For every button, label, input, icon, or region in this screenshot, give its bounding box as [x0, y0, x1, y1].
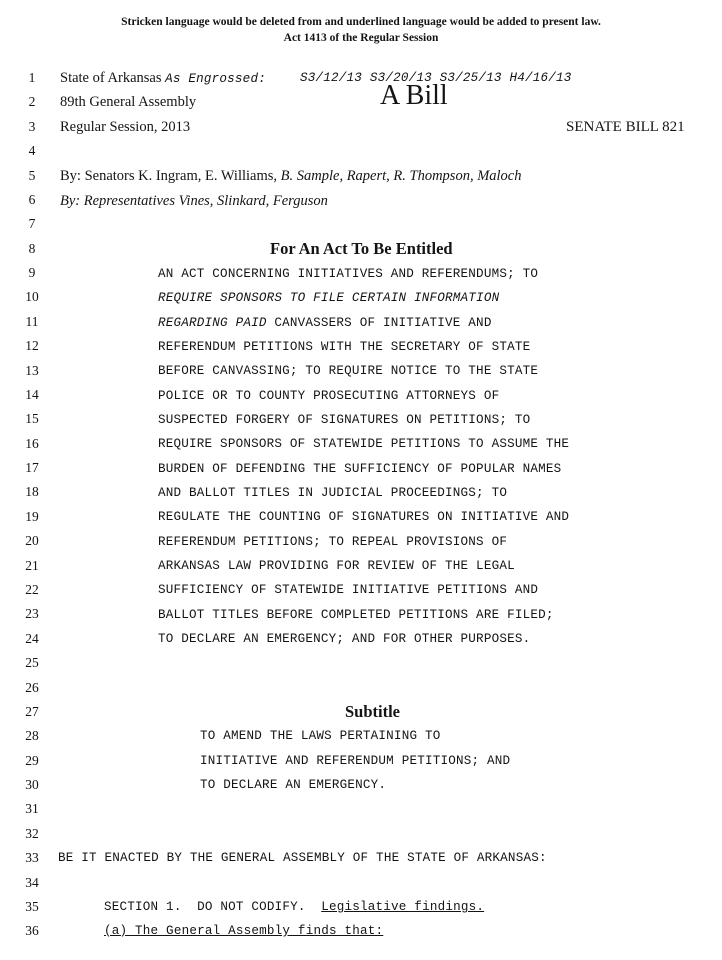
- section-1-prefix: SECTION 1. DO NOT CODIFY.: [104, 900, 322, 914]
- line-number: 30: [25, 777, 39, 793]
- engrossed-dates: S3/12/13 S3/20/13 S3/25/13 H4/16/13: [300, 71, 572, 85]
- act-line-23: BALLOT TITLES BEFORE COMPLETED PETITIONS ARE FILED;: [158, 608, 554, 622]
- act-line-9: AN ACT CONCERNING INITIATIVES AND REFERENDUMS; TO: [158, 267, 539, 281]
- act-line-13: BEFORE CANVASSING; TO REQUIRE NOTICE TO THE STATE: [158, 364, 539, 378]
- line-number: 13: [25, 362, 39, 378]
- act-heading: For An Act To Be Entitled: [270, 239, 453, 258]
- header-act-number: Act 1413 of the Regular Session: [283, 32, 439, 44]
- act-line-11-rest: CANVASSERS OF INITIATIVE AND: [266, 316, 492, 330]
- line-number: 20: [25, 533, 39, 549]
- act-line-17: BURDEN OF DEFENDING THE SUFFICIENCY OF POPULAR NAMES: [158, 462, 562, 476]
- line-number: 3: [28, 118, 36, 134]
- line-number: 34: [25, 874, 39, 890]
- regular-session: Regular Session, 2013: [60, 119, 191, 135]
- line-number: 7: [28, 216, 36, 232]
- line-number: 29: [25, 752, 39, 768]
- act-line-22: SUFFICIENCY OF STATEWIDE INITIATIVE PETITIONS AND: [158, 583, 539, 597]
- senators-line: [60, 168, 522, 185]
- act-line-18: AND BALLOT TITLES IN JUDICIAL PROCEEDINGS; TO: [158, 486, 508, 500]
- line-number: 24: [25, 630, 39, 646]
- line-number: 14: [25, 386, 39, 402]
- act-line-16: REQUIRE SPONSORS OF STATEWIDE PETITIONS TO ASSUME THE: [158, 437, 570, 451]
- act-line-15: SUSPECTED FORGERY OF SIGNATURES ON PETITIONS; TO: [158, 413, 531, 427]
- line-number: 22: [25, 581, 39, 597]
- line-number: 4: [28, 143, 36, 159]
- line-number: 1: [28, 70, 36, 85]
- act-line-11-italic: REGARDING PAID: [158, 316, 267, 330]
- act-line-24: TO DECLARE AN EMERGENCY; AND FOR OTHER PURPOSES.: [158, 632, 531, 646]
- line-number: 18: [25, 484, 39, 500]
- as-engrossed-label: As Engrossed:: [165, 72, 266, 86]
- line-number: 15: [25, 411, 39, 427]
- line-number: 17: [25, 460, 39, 476]
- line-number: 25: [25, 655, 39, 671]
- subtitle-line-30: TO DECLARE AN EMERGENCY.: [200, 778, 387, 792]
- line-number: 11: [25, 313, 39, 329]
- line-number: 9: [28, 265, 36, 281]
- general-assembly: 89th General Assembly: [60, 94, 197, 110]
- bill-number: SENATE BILL 821: [566, 119, 685, 135]
- act-line-10: REQUIRE SPONSORS TO FILE CERTAIN INFORMATION: [158, 291, 500, 305]
- act-line-19: REGULATE THE COUNTING OF SIGNATURES ON INITIATIVE AND: [158, 510, 570, 524]
- state-name: State of Arkansas: [60, 70, 162, 86]
- line-number: 33: [25, 850, 39, 866]
- line-number: 8: [28, 240, 36, 256]
- line-number: 27: [25, 703, 39, 719]
- line-number: 31: [25, 801, 39, 817]
- state-of-arkansas: [60, 70, 266, 87]
- legislative-findings: Legislative findings.: [321, 900, 485, 914]
- line-number: 28: [25, 728, 39, 744]
- line-number: 12: [25, 338, 39, 354]
- act-line-11: [158, 316, 492, 330]
- act-line-14: POLICE OR TO COUNTY PROSECUTING ATTORNEYS OF: [158, 389, 500, 403]
- subtitle-line-29: INITIATIVE AND REFERENDUM PETITIONS; AND: [200, 754, 511, 768]
- line-number: 32: [25, 825, 39, 841]
- enacting-clause: BE IT ENACTED BY THE GENERAL ASSEMBLY OF THE STATE OF ARKANSAS:: [58, 851, 547, 865]
- line-number: 2: [28, 94, 36, 110]
- senators-prefix: By: Senators K. Ingram, E. Williams,: [60, 168, 278, 184]
- representatives-line: By: Representatives Vines, Slinkard, Ferguson: [60, 193, 328, 209]
- header-notice: Stricken language would be deleted from and underlined language would be added to present law.: [121, 16, 601, 28]
- act-line-12: REFERENDUM PETITIONS WITH THE SECRETARY OF STATE: [158, 340, 531, 354]
- line-number: 10: [25, 289, 39, 305]
- a-bill-title: A Bill: [380, 80, 448, 111]
- line-number: 26: [25, 679, 39, 695]
- senators-italic: B. Sample, Rapert, R. Thompson, Maloch: [280, 168, 522, 184]
- section-1-heading: [104, 900, 484, 914]
- section-1-subsection-a: (a) The General Assembly finds that:: [104, 924, 384, 938]
- line-number: 35: [25, 898, 39, 914]
- subtitle-line-28: TO AMEND THE LAWS PERTAINING TO: [200, 729, 441, 743]
- act-line-20: REFERENDUM PETITIONS; TO REPEAL PROVISIONS OF: [158, 535, 508, 549]
- line-number: 5: [28, 167, 36, 183]
- line-number: 21: [25, 557, 39, 573]
- line-number: 6: [28, 191, 36, 207]
- line-number: 23: [25, 606, 39, 622]
- line-number: 16: [25, 435, 39, 451]
- line-number: 19: [25, 508, 39, 524]
- line-number: 36: [25, 923, 39, 939]
- act-line-21: ARKANSAS LAW PROVIDING FOR REVIEW OF THE LEGAL: [158, 559, 515, 573]
- subtitle-heading: Subtitle: [345, 702, 401, 721]
